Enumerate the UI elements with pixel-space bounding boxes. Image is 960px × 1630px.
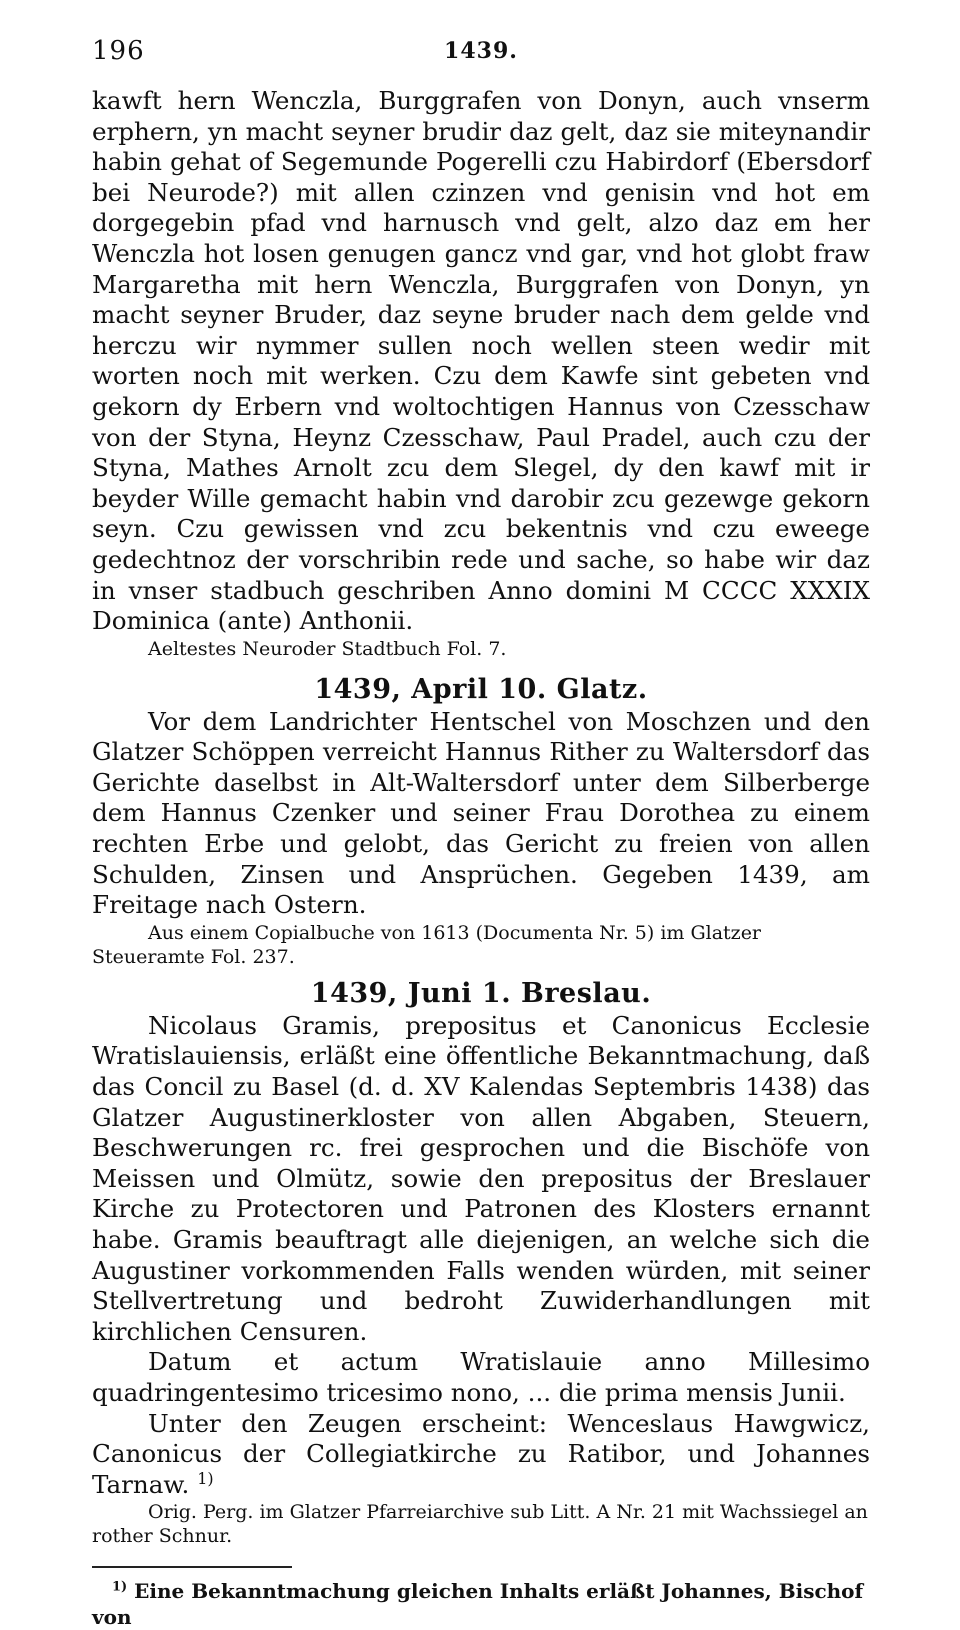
- entry-1-text: kawft hern Wenczla, Burggrafen von Donyn, auch vnserm erphern, yn macht seyner brudir daz gelt, daz sie miteynandir habin gehat of Segemunde Pogerelli czu Habirdorf (Ebersdorf bei Neurode?) mit allen czinzen vnd genisin vnd hot em dorgegebin pfad vnd harnusch vnd gelt, alzo daz em her Wenczla hot losen genugen gancz vnd gar, vnd hot globt fraw Margaretha mit hern Wenczla, Burggrafen von Donyn, yn macht seyner Bruder, daz seyne bruder nach dem gelde vnd herczu wir nymmer sullen noch wellen steen wedir mit worten noch mit werken. Czu dem Kawfe sint gebeten vnd gekorn dy Erbern vnd woltochtigen Hannus von Czesschaw von der Styna, Heynz Czesschaw, Paul Pradel, auch czu der Styna, Mathes Arnolt zcu dem Slegel, dy den kawf mit ir beyder Wille gemacht habin vnd darobir zcu gezewge gekorn seyn. Czu gewissen vnd zcu bekentnis vnd czu eweege gedechtnoz der vorschribin rede und sache, so habe wir daz in vnser stadbuch geschriben Anno domini M CCCC XXXIX Dominica (ante) Anthonii.: [92, 86, 870, 636]
- entry-3-paragraph-3-text: Unter den Zeugen erscheint: Wenceslaus Hawgwicz, Canonicus der Collegiatkirche zu Ratibor, und Johannes Tarnaw.: [92, 1408, 870, 1499]
- entry-1-source: Aeltestes Neuroder Stadtbuch Fol. 7.: [148, 637, 507, 660]
- page-header: [92, 36, 870, 72]
- page-number: 196: [92, 36, 145, 66]
- entry-2-text: Vor dem Landrichter Hentschel von Moschzen und den Glatzer Schöppen verreicht Hannus Rither zu Waltersdorf das Gerichte daselbst in Alt-Waltersdorf unter dem Silberberge dem Hannus Czenker und seiner Frau Dorothea zu einem rechten Erbe und gelobt, das Gericht zu freien von allen Schulden, Zinsen und Ansprüchen. Gegeben 1439, am Freitage nach Ostern.: [92, 706, 870, 920]
- running-head: 1439.: [444, 38, 518, 64]
- footnote-text: Eine Bekanntmachung gleichen Inhalts erläßt Johannes, Bischof von: [92, 1579, 864, 1630]
- footnote-marker: 1): [112, 1579, 128, 1595]
- entry-2-source: Aus einem Copialbuche von 1613 (Documenta Nr. 5) im Glatzer Steueramte Fol. 237.: [92, 921, 762, 968]
- entry-3-paragraph-2: Datum et actum Wratislauie anno Millesimo quadringentesimo tricesimo nono, ... die prima mensis Junii.: [92, 1347, 870, 1407]
- entry-3-paragraph-1: Nicolaus Gramis, prepositus et Canonicus Ecclesie Wratislauiensis, erläßt eine öffentliche Bekanntmachung, daß das Concil zu Basel (d. d. XV Kalendas Septembris 1438) das Glatzer Augustinerkloster von allen Abgaben, Steuern, Beschwerungen rc. frei gesprochen und die Bischöfe von Meissen und Olmütz, sowie den prepositus der Breslauer Kirche zu Protectoren und Patronen des Klosters ernannt habe. Gramis beauftragt alle diejenigen, an welche sich die Augustiner vorkommenden Falls wenden würden, mit seiner Stellvertretung und bedroht Zuwiderhandlungen mit kirchlichen Censuren.: [92, 1010, 870, 1346]
- footnote: [92, 1578, 870, 1630]
- page-body: [92, 86, 870, 1630]
- entry-2-heading: 1439, April 10. Glatz.: [314, 673, 648, 705]
- entry-3-heading: 1439, Juni 1. Breslau.: [310, 977, 652, 1009]
- entry-3-paragraph-3: [92, 1409, 870, 1501]
- footnote-divider: [92, 1566, 292, 1568]
- entry-3-source: Orig. Perg. im Glatzer Pfarreiarchive sub Litt. A Nr. 21 mit Wachssiegel an rother Schnur.: [92, 1501, 868, 1548]
- document-page: [92, 36, 870, 1630]
- footnote-reference[interactable]: 1): [197, 1468, 214, 1488]
